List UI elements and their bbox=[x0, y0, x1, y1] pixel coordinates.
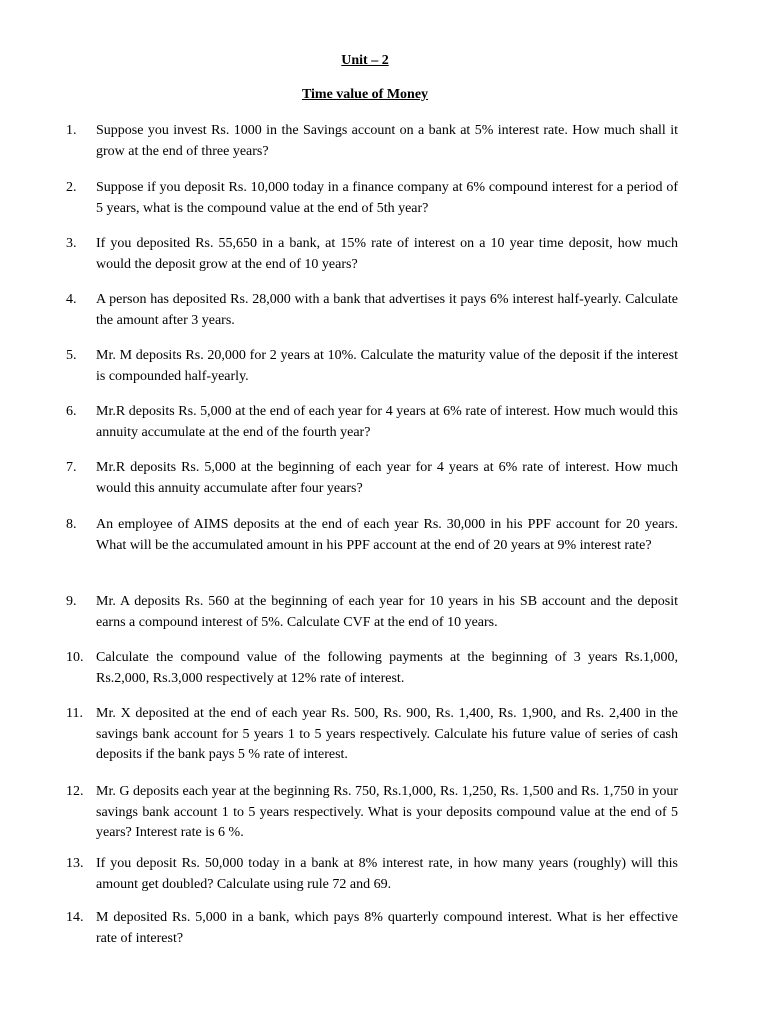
question-text: If you deposited Rs. 55,650 in a bank, at 15% rate of interest on a 10 year time deposit, how much would the deposit grow at the end of 10 years? bbox=[96, 236, 678, 272]
question-number: 1. bbox=[66, 123, 77, 138]
question-number: 12. bbox=[66, 784, 84, 799]
question-item bbox=[66, 515, 678, 556]
question-item bbox=[66, 704, 678, 766]
question-item bbox=[66, 648, 678, 689]
question-text: M deposited Rs. 5,000 in a bank, which pays 8% quarterly compound interest. What is her effective rate of interest? bbox=[96, 910, 678, 946]
question-text: Mr.R deposits Rs. 5,000 at the beginning of each year for 4 years at 6% rate of interest. How much would this annuity accumulate after four years? bbox=[96, 460, 678, 496]
question-item bbox=[66, 290, 678, 331]
unit-heading: Unit – 2 bbox=[341, 53, 389, 68]
question-item bbox=[66, 234, 678, 275]
question-item bbox=[66, 782, 678, 844]
question-item bbox=[66, 908, 678, 949]
question-text: Mr. X deposited at the end of each year Rs. 500, Rs. 900, Rs. 1,400, Rs. 1,900, and Rs. 2,400 in the savings bank account for 5 years 1 to 5 years respectively. Calculate his future value of series of cash deposits if the bank pays 5 % rate of interest. bbox=[96, 706, 678, 762]
question-number: 8. bbox=[66, 517, 77, 532]
question-number: 4. bbox=[66, 292, 77, 307]
question-number: 13. bbox=[66, 856, 84, 871]
question-item bbox=[66, 458, 678, 499]
question-item bbox=[66, 854, 678, 895]
question-item bbox=[66, 121, 678, 162]
question-text: If you deposit Rs. 50,000 today in a bank at 8% interest rate, in how many years (roughly) will this amount get doubled? Calculate using rule 72 and 69. bbox=[96, 856, 678, 892]
question-number: 7. bbox=[66, 460, 77, 475]
question-text: An employee of AIMS deposits at the end of each year Rs. 30,000 in his PPF account for 20 years. What will be the accumulated amount in his PPF account at the end of 20 years at 9% interest rate? bbox=[96, 517, 678, 553]
question-number: 10. bbox=[66, 650, 84, 665]
question-number: 14. bbox=[66, 910, 84, 925]
question-item bbox=[66, 402, 678, 443]
question-number: 9. bbox=[66, 594, 77, 609]
question-number: 11. bbox=[66, 706, 83, 721]
question-item bbox=[66, 592, 678, 633]
question-item bbox=[66, 178, 678, 219]
question-text: Mr.R deposits Rs. 5,000 at the end of each year for 4 years at 6% rate of interest. How much would this annuity accumulate at the end of the fourth year? bbox=[96, 404, 678, 440]
question-text: Mr. A deposits Rs. 560 at the beginning of each year for 10 years in his SB account and the deposit earns a compound interest of 5%. Calculate CVF at the end of 10 years. bbox=[96, 594, 678, 630]
question-item bbox=[66, 346, 678, 387]
question-number: 5. bbox=[66, 348, 77, 363]
question-text: Mr. M deposits Rs. 20,000 for 2 years at 10%. Calculate the maturity value of the deposit if the interest is compounded half-yearly. bbox=[96, 348, 678, 384]
question-text: Suppose if you deposit Rs. 10,000 today in a finance company at 6% compound interest for a period of 5 years, what is the compound value at the end of 5th year? bbox=[96, 180, 678, 216]
question-number: 2. bbox=[66, 180, 77, 195]
question-number: 3. bbox=[66, 236, 77, 251]
question-number: 6. bbox=[66, 404, 77, 419]
question-text: Mr. G deposits each year at the beginning Rs. 750, Rs.1,000, Rs. 1,250, Rs. 1,500 and Rs. 1,750 in your savings bank account 1 to 5 years respectively. What is your deposits compound value at the end of 5 years? Interest rate is 6 %. bbox=[96, 784, 678, 840]
question-text: Calculate the compound value of the following payments at the beginning of 3 years Rs.1,000, Rs.2,000, Rs.3,000 respectively at 12% rate of interest. bbox=[96, 650, 678, 686]
document-title: Time value of Money bbox=[301, 87, 429, 102]
question-text: Suppose you invest Rs. 1000 in the Savings account on a bank at 5% interest rate. How much shall it grow at the end of three years? bbox=[96, 123, 678, 159]
question-text: A person has deposited Rs. 28,000 with a bank that advertises it pays 6% interest half-yearly. Calculate the amount after 3 years. bbox=[96, 292, 678, 328]
